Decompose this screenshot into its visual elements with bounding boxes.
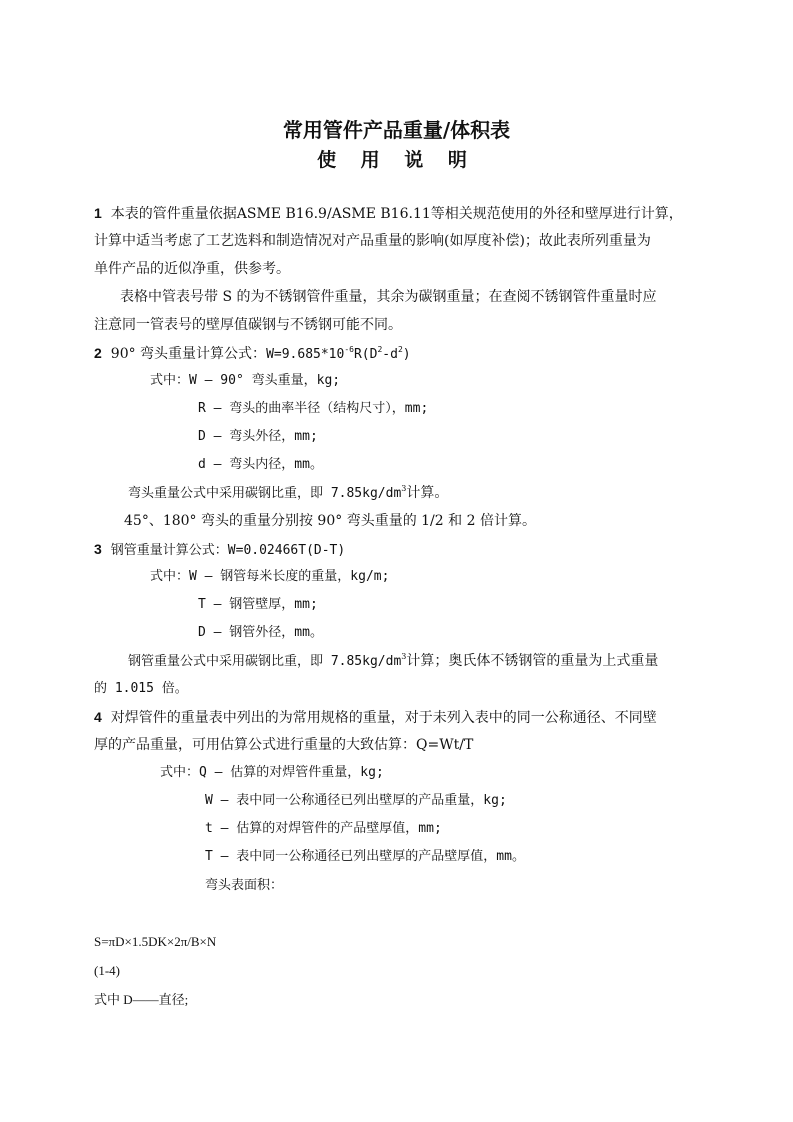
section-1-line-4: 表格中管表号带 S 的为不锈钢管件重量，其余为碳钢重量；在查阅不锈钢管件重量时应 (120, 289, 657, 305)
page-title: 常用管件产品重量/体积表 (282, 118, 511, 142)
section-2-heading: 2 90° 弯头重量计算公式：$W=9.685*10^{-6}R(D^2-d^2)$ (94, 345, 411, 362)
elbow-area-label: 弯头表面积： (205, 877, 284, 892)
elbow-d-outer-def: D — 弯头外径，mm; (198, 429, 318, 444)
section-4-line-1: 4 对焊管件的重量表中列出的为常用规格的重量，对于未列入表中的同一公称通径、不同壁 (94, 709, 657, 726)
pipe-d-def: D — 钢管外径，mm。 (198, 625, 323, 640)
fitting-t-def: t — 估算的对焊管件的产品壁厚值，mm; (205, 821, 442, 836)
fitting-w-def: W — 表中同一公称通径已列出壁厚的产品重量，kg; (205, 793, 507, 808)
fitting-q-def: 式中：Q — 估算的对焊管件重量，kg; (160, 765, 384, 780)
area-formula: S=πD×1.5DK×2π/B×N (94, 934, 217, 949)
elbow-d-inner-def: d — 弯头内径，mm。 (198, 457, 323, 472)
elbow-density-note: 弯头重量公式中采用碳钢比重，即 $7.85kg/dm^3$计算。 (128, 484, 449, 501)
equation-number: (1-4) (94, 963, 120, 978)
section-3-heading: 3 钢管重量计算公式：W=0.02466T(D-T) (94, 541, 346, 558)
fitting-T-def: T — 表中同一公称通径已列出壁厚的产品壁厚值，mm。 (205, 849, 525, 864)
page-subtitle: 使 用 说 明 (317, 149, 476, 171)
section-number: 3 (94, 541, 102, 557)
section-4-line-2: 厚的产品重量，可用估算公式进行重量的大致估算：Q=Wt/T (94, 737, 474, 753)
section-number: 2 (94, 345, 102, 361)
pipe-w-def: 式中：W — 钢管每米长度的重量，kg/m; (150, 569, 390, 584)
elbow-w-def: 式中：W — 90° 弯头重量，kg; (150, 373, 341, 388)
elbow-r-def: R — 弯头的曲率半径（结构尺寸），mm; (198, 401, 429, 416)
pipe-density-note: 钢管重量公式中采用碳钢比重，即 $7.85kg/dm^3$计算；奥氏体不锈钢管的重量为上式重量 (128, 652, 659, 669)
section-1-line-3: 单件产品的近似净重，供参考。 (94, 261, 290, 277)
section-1-line-5: 注意同一管表号的壁厚值碳钢与不锈钢可能不同。 (94, 317, 402, 333)
elbow-45-180-note: 45°、180° 弯头的重量分别按 90° 弯头重量的 1/2 和 2 倍计算。 (124, 513, 536, 529)
pipe-t-def: T — 钢管壁厚，mm; (198, 597, 318, 612)
diameter-def: 式中 D——直径; (94, 992, 189, 1007)
pipe-density-note-cont: 的 1.015 倍。 (94, 681, 188, 696)
section-number: 4 (94, 709, 102, 725)
section-number: 1 (94, 205, 102, 221)
section-1-line-1: 1 本表的管件重量依据ASME B16.9/ASME B16.11等相关规范使用的外径和壁厚进行计算， (94, 205, 683, 222)
elbow-weight-formula: $W=9.685*10^{-6}R(D^2-d^2)$ (266, 345, 411, 362)
section-1-line-2: 计算中适当考虑了工艺选料和制造情况对产品重量的影响(如厚度补偿)；故此表所列重量为 (94, 233, 651, 249)
